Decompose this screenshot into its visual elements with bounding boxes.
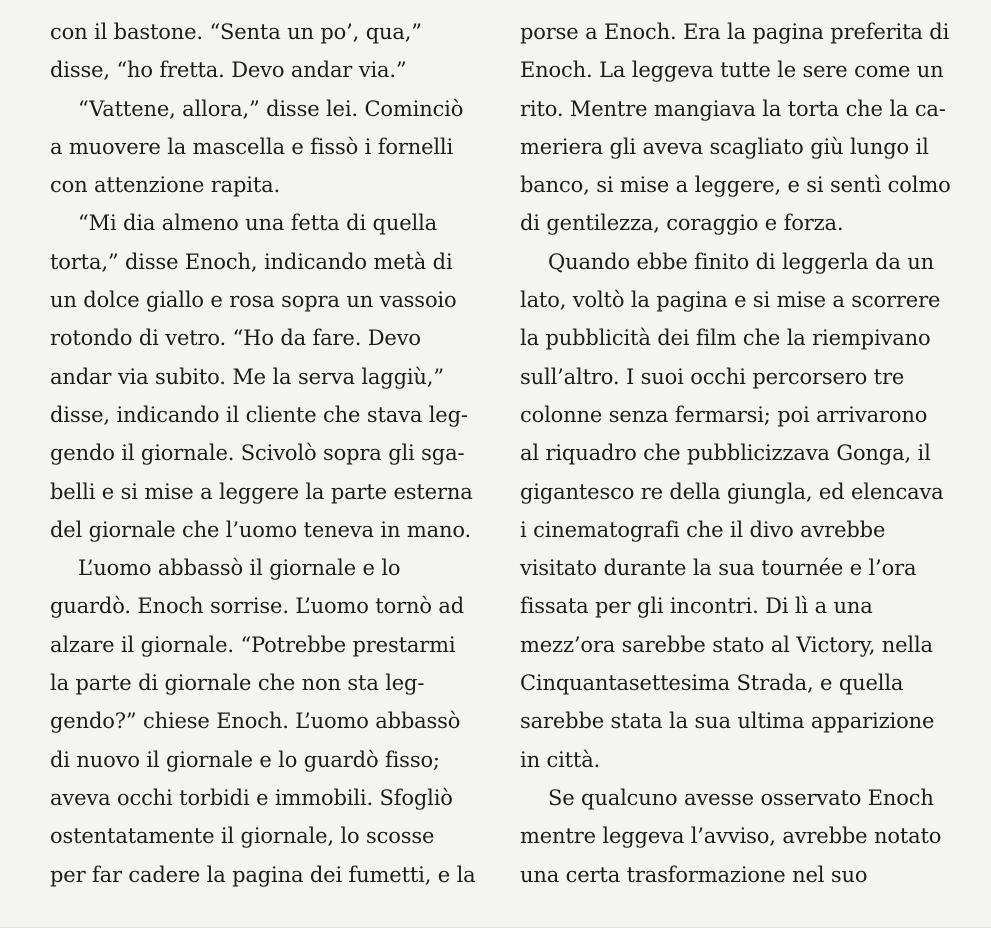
- text-line: un dolce giallo e rosa sopra un vassoio: [50, 288, 457, 313]
- text-line: in città.: [520, 747, 601, 772]
- text-line: mezz’ora sarebbe stato al Victory, nella: [520, 632, 933, 657]
- text-line: gendo il giornale. Scivolò sopra gli sga-: [50, 441, 465, 466]
- text-line: la parte di giornale che non sta leg-: [50, 671, 425, 696]
- text-line: con attenzione rapita.: [50, 173, 281, 198]
- text-line: Quando ebbe finito di leggerla da un: [548, 249, 934, 274]
- text-line: “Mi dia almeno una fetta di quella: [78, 211, 438, 236]
- text-line: visitato durante la sua tournée e l’ora: [520, 556, 917, 581]
- text-line: al riquadro che pubblicizzava Gonga, il: [520, 441, 931, 466]
- text-line: lato, voltò la pagina e si mise a scorrere: [520, 288, 941, 313]
- text-line: torta,” disse Enoch, indicando metà di: [50, 249, 453, 274]
- text-line: del giornale che l’uomo teneva in mano.: [50, 517, 471, 542]
- text-line: belli e si mise a leggere la parte esterna: [50, 479, 473, 504]
- text-line: con il bastone. “Senta un po’, qua,”: [50, 20, 422, 44]
- text-line: di nuovo il giornale e lo guardò fisso;: [50, 747, 440, 772]
- text-line: mentre leggeva l’avviso, avrebbe notato: [520, 824, 942, 849]
- text-line: rito. Mentre mangiava la torta che la ca-: [520, 96, 946, 121]
- text-line: “Vattene, allora,” disse lei. Cominciò: [78, 96, 464, 121]
- text-column-left: [50, 13, 476, 928]
- text-line: ostentatamente il giornale, lo scosse: [50, 824, 435, 849]
- text-line: L’uomo abbassò il giornale e lo: [78, 556, 401, 581]
- text-line: sarebbe stata la sua ultima apparizione: [520, 709, 935, 734]
- text-line: la pubblicità dei film che la riempivano: [520, 326, 931, 351]
- text-line: disse, “ho fretta. Devo andar via.”: [50, 58, 407, 83]
- text-line: banco, si mise a leggere, e si sentì colmo: [520, 173, 951, 198]
- text-line: a muovere la mascella e fissò i fornelli: [50, 134, 454, 159]
- text-line: sull’altro. I suoi occhi percorsero tre: [520, 364, 905, 389]
- text-line: meriera gli aveva scagliato giù lungo il: [520, 134, 929, 159]
- text-line: i cinematografi che il divo avrebbe: [520, 517, 886, 542]
- text-line: gendo?” chiese Enoch. L’uomo abbassò: [50, 709, 461, 734]
- text-column-right: [520, 13, 951, 928]
- text-line: Enoch. La leggeva tutte le sere come un: [520, 58, 944, 83]
- text-line: Se qualcuno avesse osservato Enoch: [548, 785, 934, 810]
- text-line: disse, indicando il cliente che stava leg-: [50, 402, 468, 427]
- text-line: di gentilezza, coraggio e forza.: [520, 211, 844, 236]
- text-line: rotondo di vetro. “Ho da fare. Devo: [50, 326, 421, 351]
- text-line: per far cadere la pagina dei fumetti, e la: [50, 862, 476, 887]
- text-line: fissata per gli incontri. Di lì a una: [520, 594, 873, 619]
- text-line: colonne senza fermarsi; poi arrivarono: [520, 402, 928, 427]
- text-line: guardò. Enoch sorrise. L’uomo tornò ad: [50, 594, 465, 619]
- text-line: alzare il giornale. “Potrebbe prestarmi: [50, 632, 456, 657]
- text-line: aveva occhi torbidi e immobili. Sfogliò: [50, 785, 453, 810]
- text-line: andar via subito. Me la serva laggiù,”: [50, 364, 444, 389]
- text-line: Cinquantasettesima Strada, e quella: [520, 671, 904, 696]
- text-line: gigantesco re della giungla, ed elencava: [520, 479, 944, 504]
- text-line: una certa trasformazione nel suo: [520, 862, 868, 887]
- text-line: porse a Enoch. Era la pagina preferita di: [520, 20, 950, 44]
